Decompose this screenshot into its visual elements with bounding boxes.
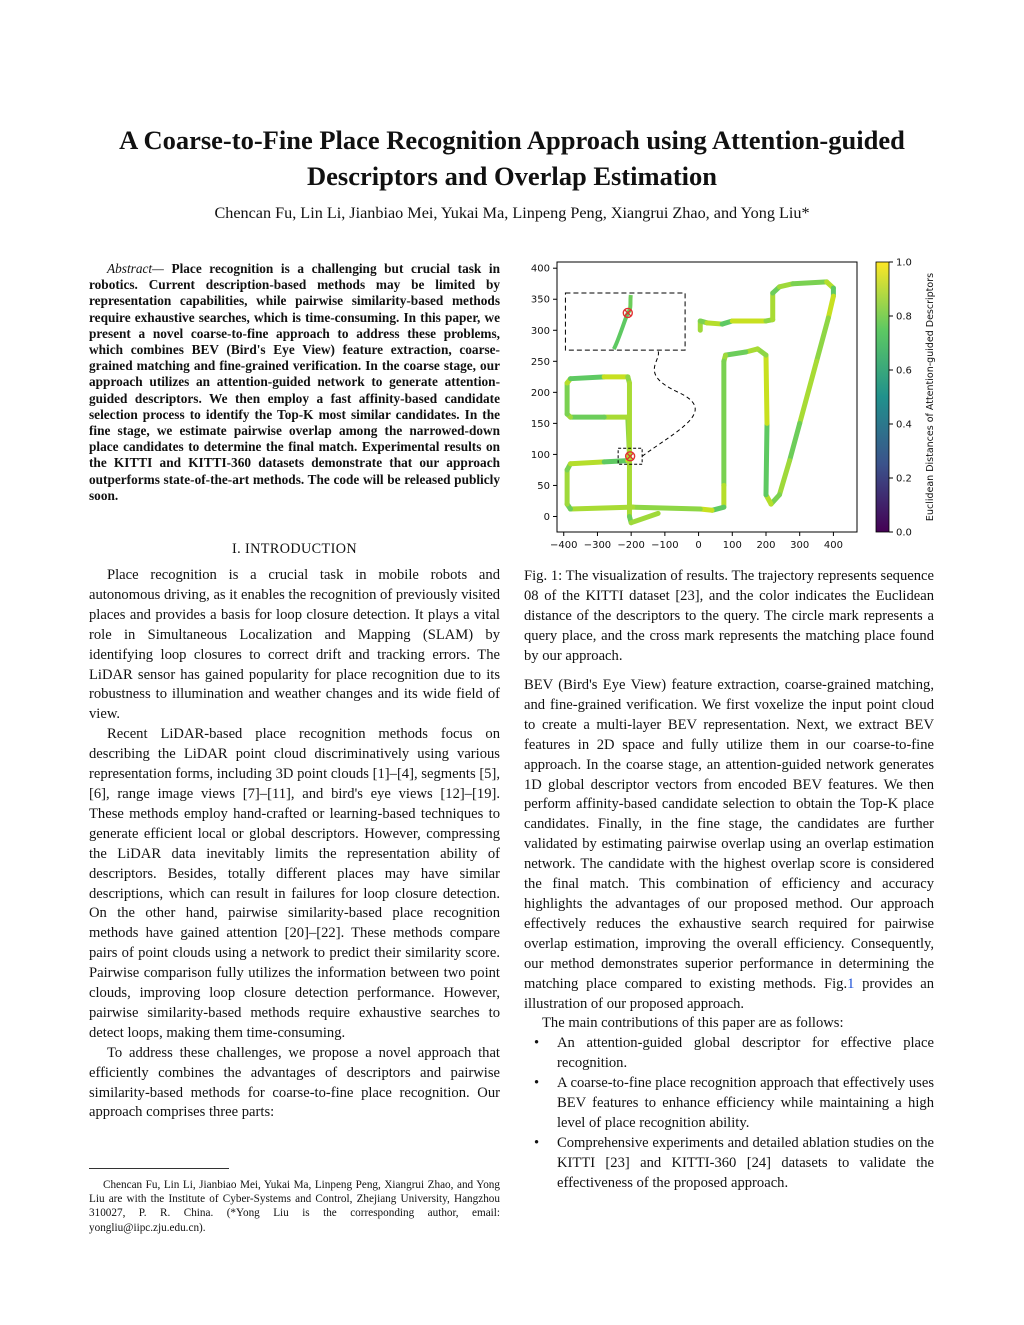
title-line-2: Descriptors and Overlap Estimation [307, 161, 717, 191]
colorbar-tick-label: 0.8 [896, 311, 912, 323]
right-paragraph [524, 676, 934, 1014]
bullet-icon: • [534, 1035, 540, 1052]
bullet-icon: • [534, 1075, 540, 1092]
colorbar-tick-label: 0.4 [896, 419, 912, 431]
x-tick-label: −300 [583, 540, 612, 551]
right-column-body [524, 676, 934, 1194]
introduction-body [89, 566, 500, 1123]
list-item-text: An attention-guided global descriptor for effective place recognition. [557, 1035, 934, 1072]
y-tick-label: 400 [530, 263, 550, 275]
x-tick-label: −100 [651, 540, 679, 551]
trajectory-segment [793, 282, 827, 284]
y-tick-label: 200 [530, 387, 550, 399]
trajectory-segment [570, 507, 632, 509]
colorbar [876, 262, 889, 532]
y-tick-label: 350 [530, 294, 550, 306]
colorbar-tick-label: 1.0 [896, 257, 912, 269]
x-tick-label: 0 [695, 540, 702, 551]
trajectory-segment [604, 461, 628, 462]
list-item-text: Comprehensive experiments and detailed ablation studies on the KITTI [23] and KITTI-360 [24] datasets to validate the effectiveness of the proposed approach. [557, 1134, 934, 1191]
x-tick-label: 100 [722, 540, 742, 551]
paper-title [60, 122, 964, 194]
list-item [524, 1134, 934, 1194]
right-paragraph-end: provides an illustration of our proposed approach. [524, 975, 934, 1012]
contributions-list [524, 1034, 934, 1193]
author-list: Chencan Fu, Lin Li, Jianbiao Mei, Yukai Ma, Linpeng Peng, Xiangrui Zhao, and Yong Liu* [214, 204, 810, 222]
trajectory-segment [726, 352, 746, 355]
footnote: Chencan Fu, Lin Li, Jianbiao Mei, Yukai Ma, Linpeng Peng, Xiangrui Zhao, and Yong Liu are with the Institute of Cyber-Systems and Control, Zhejiang University, Hangzhou 310027, P. R. China. (*Yong Liu is the corresponding author, email: yongliu@iipc.zju.edu.cn). [89, 1179, 500, 1234]
y-tick-label: 250 [530, 356, 550, 368]
section-heading: I. INTRODUCTION [231, 541, 357, 557]
colorbar-tick-label: 0.6 [896, 365, 912, 377]
trajectory-segment [570, 377, 604, 379]
list-item [524, 1074, 934, 1134]
trajectory-segment [570, 462, 604, 464]
colorbar-label: Euclidean Distances of Attention-guided Descriptors [925, 272, 936, 522]
intro-paragraph: To address these challenges, we propose a novel approach that efficiently combines the advantages of descriptors and pairwise similarity-based methods for coarse-to-fine place recognition. Our approach comprises three parts: [89, 1044, 500, 1121]
x-tick-label: 200 [756, 540, 776, 551]
trajectory-segment [766, 355, 767, 423]
y-tick-label: 50 [537, 480, 550, 492]
y-tick-label: 150 [530, 418, 550, 430]
contributions-intro: The main contributions of this paper are as follows: [542, 1015, 844, 1032]
y-tick-label: 300 [530, 325, 550, 337]
list-item-text: A coarse-to-fine place recognition approach that effectively uses BEV features to enhance efficiency while maintaining a high level of place recognition ability. [557, 1075, 934, 1131]
arxiv-identifier [6, 365, 76, 965]
x-tick-label: −400 [550, 540, 578, 551]
x-tick-label: 300 [790, 540, 810, 551]
trajectory-segment [633, 507, 700, 509]
abstract [89, 261, 500, 504]
right-paragraph-text: BEV (Bird's Eye View) feature extraction, coarse-grained matching, and fine-grained verification. We first voxelize the input point cloud to create a multi-layer BEV representation. Next, we extract BEV features in 2D space and fully utilize them in our coarse-to-fine approach. In the coarse stage, an attention-guided network generates 1D global descriptor vectors from encoded BEV features. We then perform affinity-based candidate selection to obtain the Top-K place candidates. Finally, in the fine stage, the candidates are further validated by estimating pairwise overlap using an overlap estimation network. The candidate with the highest overlap score is considered the final match. This combination of efficiency and accuracy highlights the advantages of our proposed method. Our approach effectively reduces the exhaustive search required for pairwise overlap estimation, improving the overall efficiency. Consequently, our method demonstrates superior performance in determining the matching place compared to existing methods. Fig. [524, 677, 934, 992]
bullet-icon: • [534, 1134, 540, 1151]
y-tick-label: 0 [543, 511, 550, 523]
x-tick-label: −200 [617, 540, 645, 551]
footnote-rule [89, 1168, 229, 1169]
colorbar-tick-label: 0.2 [896, 473, 912, 485]
x-tick-label: 400 [823, 540, 843, 551]
y-tick-label: 100 [530, 449, 550, 461]
list-item [524, 1034, 934, 1074]
title-line-1: A Coarse-to-Fine Place Recognition Approach using Attention-guided [119, 125, 905, 155]
abstract-text: Place recognition is a challenging but crucial task in robotics. Current description-based methods may be limited by representation capabilities, while pairwise similarity-based methods require exhaustive searches, which is time-consuming. In this paper, we present a novel coarse-to-fine approach to address these problems, which combines BEV (Bird's Eye View) feature extraction, coarse-grained matching and fine-grained verification. In the coarse stage, our approach utilizes an attention-guided network to generate attention-guided descriptors. We then employ a fast affinity-based candidate selection process to identify the Top-K most similar candidates. In the fine stage, we estimate pairwise overlap among the narrowed-down place candidates to determine the final match. Experimental results on the KITTI and KITTI-360 datasets demonstrate that our approach outperforms state-of-the-art methods. The code will be released publicly soon. [89, 261, 500, 503]
colorbar-tick-label: 0.0 [896, 527, 912, 539]
intro-paragraph: Place recognition is a crucial task in mobile robots and autonomous driving, as it enables the recognition of previously visited places and provides a basis for loop closure detection. It plays a vital role in Simultaneous Localization and Mapping (SLAM) by identifying loop closures to correct drift and tracking errors. The LiDAR sensor has gained popularity for place recognition due to its robustness to illumination and weather changes and its wide field of view. [89, 567, 500, 723]
figure-link[interactable]: 1 [847, 975, 855, 992]
figure-caption: Fig. 1: The visualization of results. The trajectory represents sequence 08 of the KITTI dataset [23], and the color indicates the Euclidean distance of the descriptors to the query. The circle mark represents a query place, and the cross mark represents the matching place found by our approach. [524, 568, 934, 664]
abstract-label: Abstract— [107, 261, 164, 276]
intro-paragraph: Recent LiDAR-based place recognition methods focus on describing the LiDAR point cloud discriminatively using various representation forms, including 3D point clouds [1]–[4], segments [5], [6], range image views [7]–[11], and bird's eye views [12]–[19]. These methods employ hand-crafted or learning-based techniques to generate efficient local or global descriptors. However, compressing the LiDAR data inevitably limits the representation ability of descriptors. Besides, totally different places may have similar descriptions, which can result in failures for loop closure detection. On the other hand, pairwise similarity-based place recognition methods have gained attention [20]–[22]. These methods compare pairs of point clouds using a network to predict their similarity score. Pairwise comparison fully utilizes the information between two point clouds, improving loop closure detection performance. However, pairwise similarity-based methods require exhaustive searches to detect loops, making them time-consuming. [89, 726, 500, 1041]
figure-1-trajectory-plot [519, 252, 949, 556]
trajectory-segment [766, 423, 767, 494]
